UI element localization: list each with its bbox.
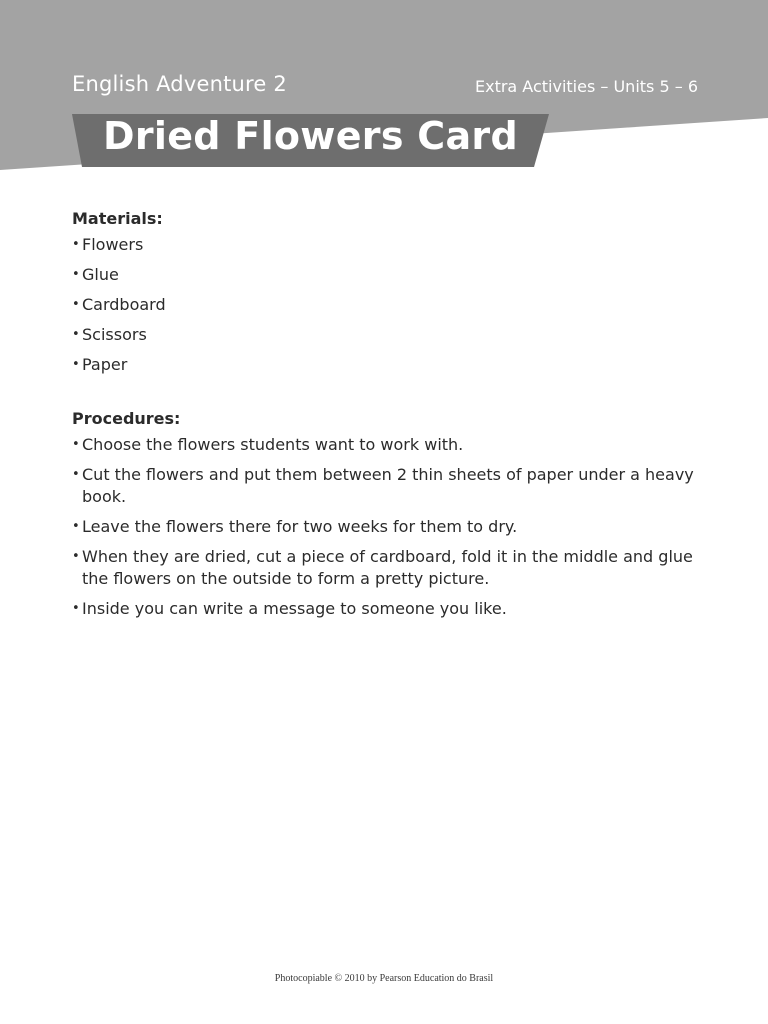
page-title: Dried Flowers Card [103, 114, 518, 158]
materials-section [72, 208, 704, 376]
procedure-step: • Choose the flowers students want to work with. [72, 434, 704, 456]
procedure-step: • Inside you can write a message to someone you like. [72, 598, 704, 620]
procedures-list [72, 434, 704, 620]
unit-label: Extra Activities – Units 5 – 6 [474, 77, 698, 96]
procedures-heading: Procedures: [72, 409, 181, 428]
materials-item: • Glue [72, 264, 704, 286]
materials-item: • Cardboard [72, 294, 704, 316]
series-title: English Adventure 2 [72, 72, 287, 96]
materials-item: • Flowers [72, 234, 704, 256]
procedure-step: • Cut the flowers and put them between 2 thin sheets of paper under a heavy book. [72, 464, 704, 508]
activity-content [72, 208, 704, 620]
materials-item: • Scissors [72, 324, 704, 346]
procedure-step: • Leave the flowers there for two weeks for them to dry. [72, 516, 704, 538]
materials-list [72, 234, 704, 376]
materials-heading: Materials: [72, 209, 163, 228]
procedure-step: • When they are dried, cut a piece of cardboard, fold it in the middle and glue the flowers on the outside to form a pretty picture. [72, 546, 704, 590]
materials-item: • Paper [72, 354, 704, 376]
copyright-footer: Photocopiable © 2010 by Pearson Education do Brasil [274, 973, 494, 984]
procedures-section [72, 408, 704, 620]
